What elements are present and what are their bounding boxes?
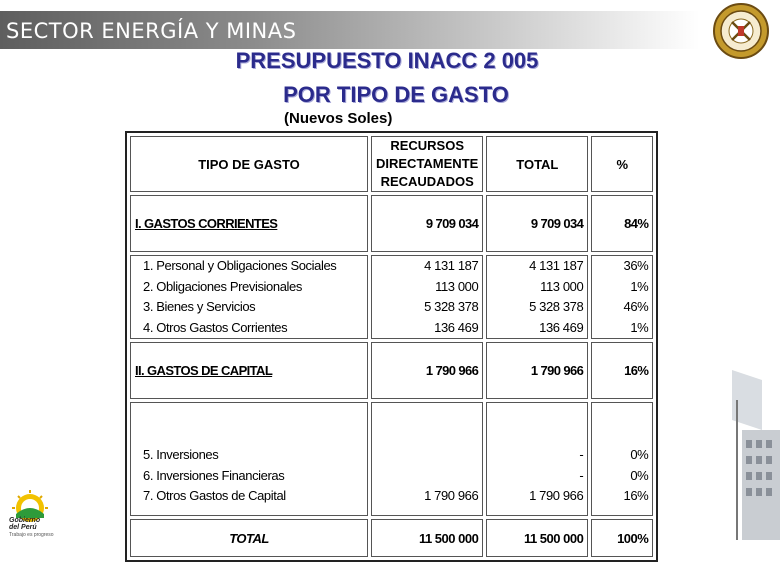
table-header-row [130, 136, 653, 192]
section-recursos: 1 790 966 [371, 342, 483, 399]
item-recursos: 1 790 966 [424, 488, 479, 503]
item-pct: 16% [623, 488, 649, 503]
item-pct: 1% [630, 278, 649, 294]
col-header-recursos-line3: RECAUDADOS [380, 174, 474, 189]
col-header-recursos [371, 136, 483, 192]
items-block-corrientes [130, 255, 653, 339]
building-photo-icon [722, 360, 780, 540]
item-total: 1 790 966 [529, 488, 584, 503]
item-recursos [376, 445, 478, 466]
section-label: I. GASTOS CORRIENTES [130, 195, 368, 252]
item-total: - [579, 467, 584, 483]
item-recursos-values [371, 402, 483, 516]
item-pct: 46% [623, 299, 649, 314]
item-labels [130, 402, 368, 516]
total-label: TOTAL [130, 519, 368, 557]
item-total-values [486, 402, 588, 516]
section-row-corrientes [130, 195, 653, 252]
item-total: 136 469 [539, 319, 584, 335]
section-label: II. GASTOS DE CAPITAL [130, 342, 368, 399]
col-header-tipo: TIPO DE GASTO [130, 136, 368, 192]
total-row [130, 519, 653, 557]
section-row-capital [130, 342, 653, 399]
logo-line2: del Perú [9, 524, 37, 531]
total-recursos: 11 500 000 [371, 519, 483, 557]
section-total: 9 709 034 [486, 195, 588, 252]
logo-tagline: Trabajo es progreso [9, 532, 54, 538]
section-pct: 16% [591, 342, 653, 399]
col-header-recursos-line2: DIRECTAMENTE [376, 156, 479, 171]
item-recursos [376, 466, 478, 487]
sector-title: SECTOR ENERGÍA Y MINAS [6, 19, 297, 43]
budget-table [125, 131, 658, 562]
item-recursos: 5 328 378 [424, 299, 479, 314]
item-label: 2. Obligaciones Previsionales [143, 278, 302, 294]
item-label: 1. Personal y Obligaciones Sociales [143, 258, 337, 273]
col-header-recursos-line1: RECURSOS [390, 138, 464, 153]
item-recursos: 113 000 [435, 278, 479, 294]
item-label: 6. Inversiones Financieras [143, 467, 285, 483]
total-pct: 100% [591, 519, 653, 557]
col-header-total: TOTAL [486, 136, 588, 192]
item-label: 3. Bienes y Servicios [143, 299, 256, 314]
item-total: 4 131 187 [529, 258, 584, 273]
item-total-values [486, 255, 588, 339]
section-pct: 84% [591, 195, 653, 252]
item-label: 5. Inversiones [143, 447, 219, 462]
logo-text [9, 517, 40, 531]
total-total: 11 500 000 [486, 519, 588, 557]
items-block-capital [130, 402, 653, 516]
item-pct: 0% [630, 467, 649, 483]
col-header-pct: % [591, 136, 653, 192]
item-pct: 1% [630, 319, 649, 335]
item-total: - [579, 447, 584, 462]
item-recursos-values [371, 255, 483, 339]
section-recursos: 9 709 034 [371, 195, 483, 252]
item-total: 5 328 378 [529, 299, 584, 314]
item-label: 4. Otros Gastos Corrientes [143, 319, 288, 335]
item-label: 7. Otros Gastos de Capital [143, 488, 286, 503]
item-total: 113 000 [540, 278, 584, 294]
page-title: PRESUPUESTO INACC 2 005 [235, 48, 539, 73]
item-labels [130, 255, 368, 339]
logo-line1: Gobierno [9, 517, 41, 524]
item-recursos: 136 469 [434, 319, 479, 335]
item-pct: 36% [623, 258, 649, 273]
currency-note: (Nuevos Soles) [284, 110, 393, 127]
section-total: 1 790 966 [486, 342, 588, 399]
page-subtitle: POR TIPO DE GASTO [283, 82, 509, 107]
item-recursos: 4 131 187 [424, 258, 479, 273]
item-pct: 0% [630, 447, 649, 462]
item-pct-values [591, 402, 653, 516]
item-pct-values [591, 255, 653, 339]
